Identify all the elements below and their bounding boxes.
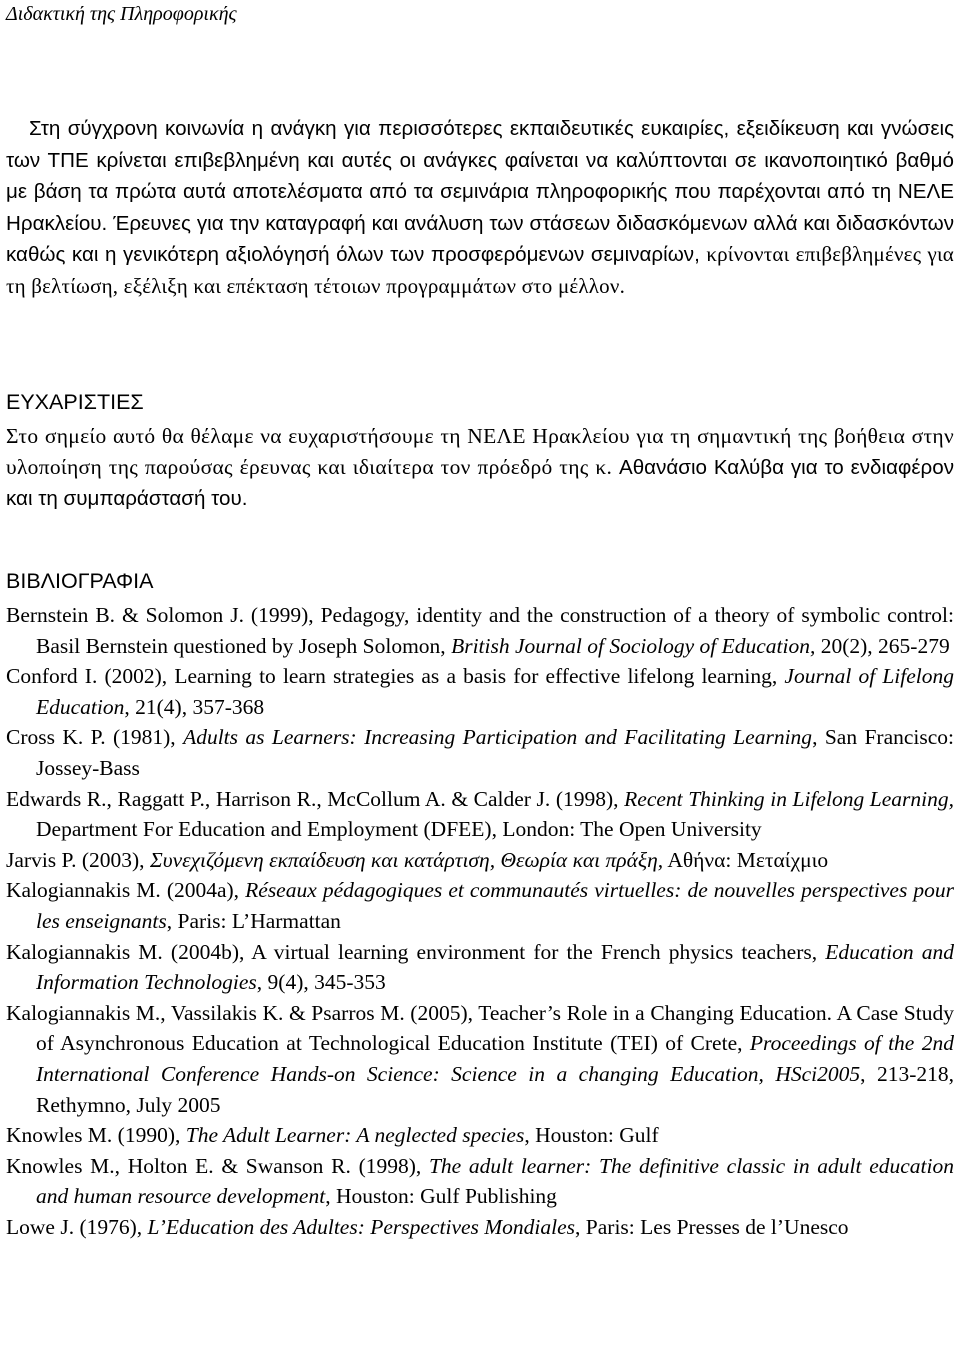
reference-entry xyxy=(6,1120,954,1151)
reference-title: L’Education des Adultes: Perspectives Mondiales xyxy=(147,1214,576,1239)
reference-title: The adult learner: The definitive classic in adult education and human resource development xyxy=(36,1153,954,1209)
conclusion-text-tail: κρίνονται επιβεβλημένες για τη βελτίωση, εξέλιξη και επέκταση τέτοιων προγραμμάτων στο μέλλον. xyxy=(6,242,954,298)
reference-text: , 9(4), 345-353 xyxy=(256,970,386,995)
reference-entry xyxy=(6,784,954,845)
acknowledgements-heading: ΕΥΧΑΡΙΣΤΙΕΣ xyxy=(6,390,144,414)
reference-text: , San Francisco: Jossey-Bass xyxy=(36,725,955,780)
reference-entry xyxy=(6,600,954,661)
reference-title: Adults as Learners: Increasing Participation and Facilitating Learning xyxy=(183,725,813,750)
reference-text: Knowles M. (1990), xyxy=(6,1123,186,1148)
reference-entry xyxy=(6,722,954,783)
reference-text: Conford I. (2002), Learning to learn strategies as a basis for effective lifelong learning, xyxy=(6,664,785,689)
reference-text: , Houston: Gulf xyxy=(524,1123,659,1148)
reference-title: Réseaux pédagogiques et communautés virtuelles: de nouvelles perspectives pour les enseignants xyxy=(36,878,955,933)
reference-text: Jarvis P. (2003), xyxy=(6,847,150,872)
reference-text: Kalogiannakis M. (2004b), A virtual learning environment for the French physics teachers, xyxy=(6,939,826,964)
reference-text: , Houston: Gulf Publishing xyxy=(325,1184,557,1209)
reference-entry xyxy=(6,998,954,1120)
reference-text: Knowles M., Holton E. & Swanson R. (1998), xyxy=(6,1153,429,1178)
reference-entry xyxy=(6,1151,954,1212)
reference-entry xyxy=(6,845,954,876)
reference-text: Lowe J. (1976), xyxy=(6,1214,148,1239)
reference-text: , Paris: L’Harmattan xyxy=(166,908,341,933)
running-header: Διδακτική της Πληροφορικής xyxy=(6,3,237,25)
conclusion-text: Στη σύγχρονη κοινωνία η ανάγκη για περισσότερες εκπαιδευτικές ευκαιρίες, εξειδίκευση και γνώσεις των ΤΠΕ κρίνεται επιβεβλημένη και αυτές οι ανάγκες φαίνεται να καλύπτονται σε ικανοποιητικό βαθμό με βάση τα πρώτα αυτά αποτελέσματα από τα σεμινάρια πληροφορικής που παρέχονται από τη ΝΕΛΕ Ηρακλείου. Έρευνες για την καταγραφή και ανάλυση των στάσεων διδασκόμενων αλλά και διδασκόντων καθώς και η γενικότερη αξιολόγησή όλων των προσφερόμενων σεμιναρίων, xyxy=(6,117,954,266)
reference-title: The Adult Learner: A neglected species xyxy=(185,1123,525,1148)
reference-list xyxy=(6,600,954,1242)
reference-entry xyxy=(6,1212,954,1243)
reference-title: Συνεχιζόμενη εκπαίδευση και κατάρτιση, Θεωρία και πράξη, xyxy=(149,847,664,872)
reference-title: Education and Information Technologies xyxy=(36,939,954,995)
reference-title: Proceedings of the 2nd International Conference Hands-on Science: Science in a changing Education, HSci2005 xyxy=(36,1031,954,1086)
reference-text: Αθήνα: Μεταίχμιο xyxy=(663,847,829,872)
reference-title: Recent Thinking in Lifelong Learning, xyxy=(624,786,954,811)
reference-text: Kalogiannakis M., Vassilakis K. & Psarros M. (2005), Teacher’s Role in a Changing Education. A Case Study of Asynchronous Education at Technological Education Institute (TEI) of Crete, xyxy=(6,1000,954,1056)
reference-title: Journal of Lifelong Education xyxy=(36,664,954,719)
reference-text: , Paris: Les Presses de l’Unesco xyxy=(575,1214,849,1239)
reference-title: British Journal of Sociology of Education, xyxy=(451,633,816,658)
reference-text: 20(2), 265-279 xyxy=(815,633,950,658)
acknowledgements-paragraph xyxy=(6,421,954,514)
reference-text: Department For Education and Employment (DFEE), London: The Open University xyxy=(36,817,762,842)
acknowledgements-text-tail: Αθανάσιο Καλύβα για το ενδιαφέρον και τη συμπαράστασή του. xyxy=(6,456,954,510)
conclusion-paragraph xyxy=(6,113,954,302)
reference-entry xyxy=(6,937,954,998)
reference-text: , 21(4), 357-368 xyxy=(124,694,265,719)
reference-text: Bernstein B. & Solomon J. (1999), Pedagogy, identity and the construction of a theory of symbolic control: Basil Bernstein questioned by Joseph Solomon, xyxy=(6,603,954,658)
acknowledgements-text: Στο σημείο αυτό θα θέλαμε να ευχαριστήσουμε τη ΝΕΛΕ Ηρακλείου για τη σημαντική της βοήθεια στην υλοποίηση της παρούσας έρευνας και ιδιαίτερα τον πρόεδρό της κ. xyxy=(6,424,954,479)
bibliography-heading: ΒΙΒΛΙΟΓΡΑΦΙΑ xyxy=(6,569,154,593)
reference-entry xyxy=(6,661,954,722)
reference-entry xyxy=(6,875,954,936)
reference-text: Cross K. P. (1981), xyxy=(6,725,184,750)
reference-text: , 213-218, Rethymno, July 2005 xyxy=(36,1061,954,1117)
reference-text: Kalogiannakis M. (2004a), xyxy=(6,878,246,903)
reference-text: Edwards R., Raggatt P., Harrison R., McCollum A. & Calder J. (1998), xyxy=(6,786,625,811)
